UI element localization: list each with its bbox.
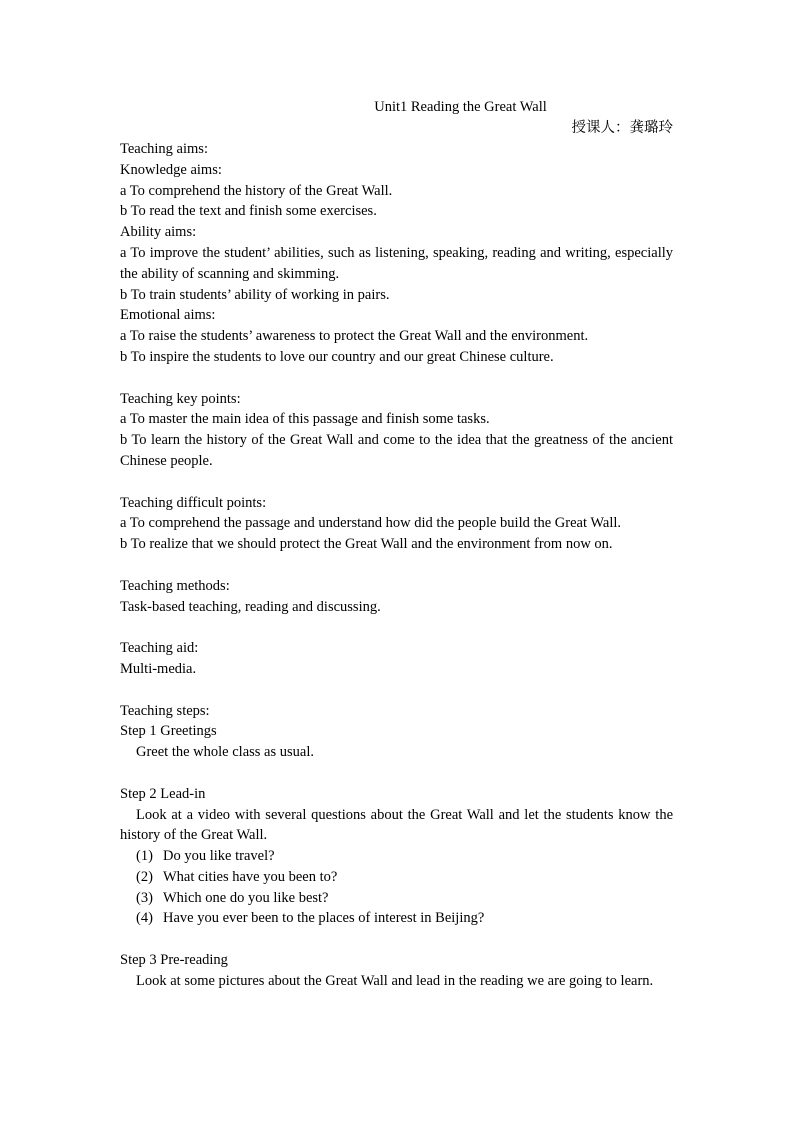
section-heading-aims: Teaching aims: — [120, 141, 208, 157]
list-text: What cities have you been to? — [163, 868, 338, 885]
spacer — [120, 555, 673, 576]
emotional-aim-a: a To raise the students’ awareness to protect the Great Wall and the environment. — [120, 328, 589, 345]
subheading-ability-aims: Ability aims: — [120, 224, 197, 241]
step3-text: Look at some pictures about the Great Wall and lead in the reading we are going to learn. — [136, 972, 654, 989]
spacer — [120, 472, 673, 493]
section-heading-steps: Teaching steps: — [120, 702, 210, 719]
section-heading-difficult-points: Teaching difficult points: — [120, 494, 267, 511]
difficult-point-b: b To realize that we should protect the Great Wall and the environment from now on. — [120, 536, 613, 553]
section-heading-aid: Teaching aid: — [120, 640, 199, 657]
methods-text: Task-based teaching, reading and discussing. — [120, 598, 381, 615]
aid-text: Multi-media. — [120, 660, 197, 677]
step3-heading: Step 3 Pre-reading — [120, 952, 228, 969]
step2-text: Look at a video with several questions about the Great Wall and let the students know the history of the Great Wall. — [120, 806, 677, 844]
list-number: (3) — [136, 889, 153, 906]
list-number: (2) — [136, 868, 153, 885]
list-number: (4) — [136, 910, 153, 927]
knowledge-aim-b: b To read the text and finish some exercises. — [120, 203, 377, 220]
step1-heading: Step 1 Greetings — [120, 723, 217, 740]
list-text: Which one do you like best? — [163, 889, 329, 906]
list-text: Have you ever been to the places of interest in Beijing? — [163, 910, 485, 927]
key-point-a: a To master the main idea of this passage and finish some tasks. — [120, 411, 490, 428]
section-heading-methods: Teaching methods: — [120, 577, 230, 594]
list-item — [120, 846, 673, 867]
list-item — [120, 867, 673, 888]
step2-heading: Step 2 Lead-in — [120, 785, 206, 802]
document-title: Unit1 Reading the Great Wall — [374, 99, 547, 115]
emotional-aim-b: b To inspire the students to love our country and our great Chinese culture. — [120, 348, 554, 365]
list-item — [120, 908, 673, 929]
subheading-knowledge-aims: Knowledge aims: — [120, 161, 222, 178]
author-line: 授课人：龚璐玲 — [571, 120, 673, 136]
subheading-emotional-aims: Emotional aims: — [120, 307, 216, 324]
step1-text: Greet the whole class as usual. — [136, 744, 314, 761]
difficult-point-a: a To comprehend the passage and understand how did the people build the Great Wall. — [120, 515, 622, 532]
document-body — [120, 139, 677, 992]
list-item — [120, 888, 673, 909]
spacer — [120, 929, 673, 950]
section-heading-key-points: Teaching key points: — [120, 390, 241, 407]
list-number: (1) — [136, 848, 153, 865]
list-text: Do you like travel? — [163, 848, 275, 865]
spacer — [120, 368, 673, 389]
key-point-b: b To learn the history of the Great Wall and come to the idea that the greatness of the ancient Chinese people. — [120, 432, 677, 469]
spacer — [120, 680, 673, 701]
spacer — [120, 617, 673, 638]
ability-aim-a: a To improve the student’ abilities, such as listening, speaking, reading and writing, especially the ability of scanning and skimming. — [120, 244, 677, 282]
ability-aim-b: b To train students’ ability of working in pairs. — [120, 286, 390, 303]
spacer — [120, 763, 673, 784]
knowledge-aim-a: a To comprehend the history of the Great Wall. — [120, 182, 393, 199]
